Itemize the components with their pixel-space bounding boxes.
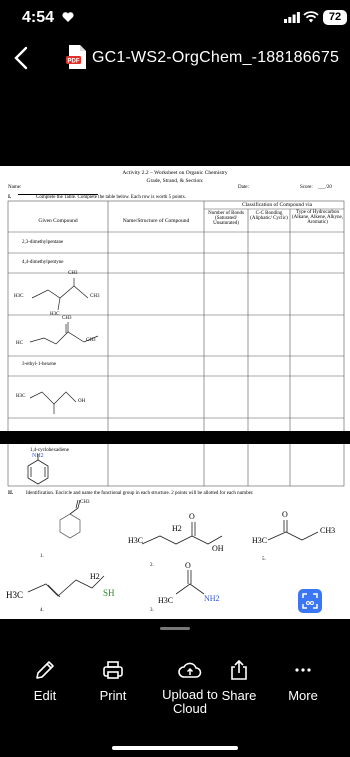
back-chevron-icon[interactable] xyxy=(14,46,28,70)
compound-3: 3-ethyl-1-hexene xyxy=(22,362,57,367)
clock: 4:54 xyxy=(22,9,55,26)
scan-selection-button[interactable] xyxy=(298,589,322,613)
structure-label-ch3: CH3 xyxy=(90,294,100,299)
structure-label-h3c-s5: H3C xyxy=(252,536,268,545)
structure-label-oh-s2: OH xyxy=(212,544,224,553)
classification-header: Classification of Compound via xyxy=(241,202,313,208)
date-label: Date: xyxy=(238,185,249,190)
document-title: GC1-WS2-OrgChem_-188186675 xyxy=(92,49,340,66)
structure-label-nh2-s3: NH2 xyxy=(204,594,220,603)
battery-indicator: 72 xyxy=(323,10,347,25)
structure-label-h3c-s2: H3C xyxy=(128,536,144,545)
structure-label-h3c-bottom: H3C xyxy=(50,312,60,317)
cloud-upload-icon xyxy=(177,658,203,682)
grade-line: Grade, Strand, & Section: xyxy=(146,178,204,184)
item-number-2: 2. xyxy=(150,563,154,568)
printer-icon xyxy=(101,658,125,682)
structure-label-h3c: H3C xyxy=(14,294,24,299)
sheet-grabber[interactable] xyxy=(160,627,190,630)
part2-number: II. xyxy=(8,491,14,496)
structure-label-ch3-3: CH3 xyxy=(86,338,96,343)
structure-label-h2-s4: H2 xyxy=(90,572,100,581)
more-label: More xyxy=(288,688,318,703)
bonds-header: Number of Bonds (Saturated/ Unsaturated) xyxy=(208,211,244,226)
document-header xyxy=(0,36,350,80)
structure-label-o-s3: O xyxy=(185,561,191,570)
given-compound-header: Given Compound xyxy=(38,218,78,224)
structure-label-ch3-s1: CH3 xyxy=(80,500,90,505)
compound-2: 4,4-dimethylpentyne xyxy=(22,260,64,265)
heart-icon xyxy=(62,11,74,23)
part2-instruction: Identification. Encircle and name the functional group in each structure. 2 points will be allotted for each number. xyxy=(26,491,254,496)
part1-instruction: Complete the Table. Complete the table below. Each row is worth 5 points. xyxy=(36,195,186,200)
print-label: Print xyxy=(99,688,127,703)
structure-label-oh: OH xyxy=(78,399,86,404)
structure-label-nh2: NH2 xyxy=(32,453,44,459)
status-bar xyxy=(0,0,350,36)
item-number-1: 1. xyxy=(40,554,44,559)
document-page-1 xyxy=(0,166,350,431)
activity-title: Activity 2.2 – Worksheet on Organic Chemistry xyxy=(122,170,228,176)
more-dots-icon xyxy=(291,658,315,682)
structure-label-ch3-top: CH3 xyxy=(68,271,78,276)
structure-label-o-s5: O xyxy=(282,510,288,519)
share-label: Share xyxy=(221,688,257,703)
pdf-file-icon xyxy=(66,44,88,70)
cc-bonding-header: C-C Bonding (Aliphatic/ Cyclic) xyxy=(250,211,288,221)
hydrocarbon-type-header: Type of Hydrocarbon (Alkane, Alkene, Alkyne, Aromatic) xyxy=(292,210,343,225)
structure-label-h3c-2: H3C xyxy=(16,394,26,399)
print-button[interactable] xyxy=(86,658,140,703)
score-value: ___/20 xyxy=(318,185,332,190)
compound-4: 1,4-cyclohexadiene xyxy=(30,448,70,453)
structure-label-sh: SH xyxy=(103,588,115,598)
compound-1: 2,3-dimethylpentane xyxy=(22,240,64,245)
scan-icon xyxy=(298,589,322,613)
share-icon xyxy=(227,658,251,682)
score-label: Score: xyxy=(300,185,313,190)
cellular-signal-icon xyxy=(284,12,300,23)
home-indicator[interactable] xyxy=(112,746,238,750)
item-number-3: 3. xyxy=(150,608,154,613)
structure-label-h3c-s3: H3C xyxy=(158,596,174,605)
upload-label: Upload to Cloud xyxy=(162,687,218,716)
edit-button[interactable] xyxy=(18,658,72,703)
item-number-4: 4. xyxy=(40,608,44,613)
item-number-5: 5. xyxy=(262,557,266,562)
structure-label-h2-s2: H2 xyxy=(172,524,182,533)
edit-label: Edit xyxy=(33,688,57,703)
structure-label-ch3-s5: CH3 xyxy=(320,526,336,535)
name-label: Name: xyxy=(8,185,22,190)
wifi-icon xyxy=(303,11,319,23)
svg-text:PDF: PDF xyxy=(67,58,80,65)
structure-label-h3c-s4: H3C xyxy=(6,590,24,600)
name-structure-header: Name/Structure of Compound xyxy=(122,218,190,224)
bottom-toolbar xyxy=(0,640,350,757)
pencil-icon xyxy=(33,658,57,682)
part1-number: I. xyxy=(8,195,12,200)
share-button[interactable] xyxy=(212,658,266,703)
structure-label-o-s2: O xyxy=(189,512,195,521)
more-button[interactable] xyxy=(276,658,330,703)
structure-label-hc: HC xyxy=(16,341,23,346)
structure-label-ch3-2: CH3 xyxy=(62,316,72,321)
